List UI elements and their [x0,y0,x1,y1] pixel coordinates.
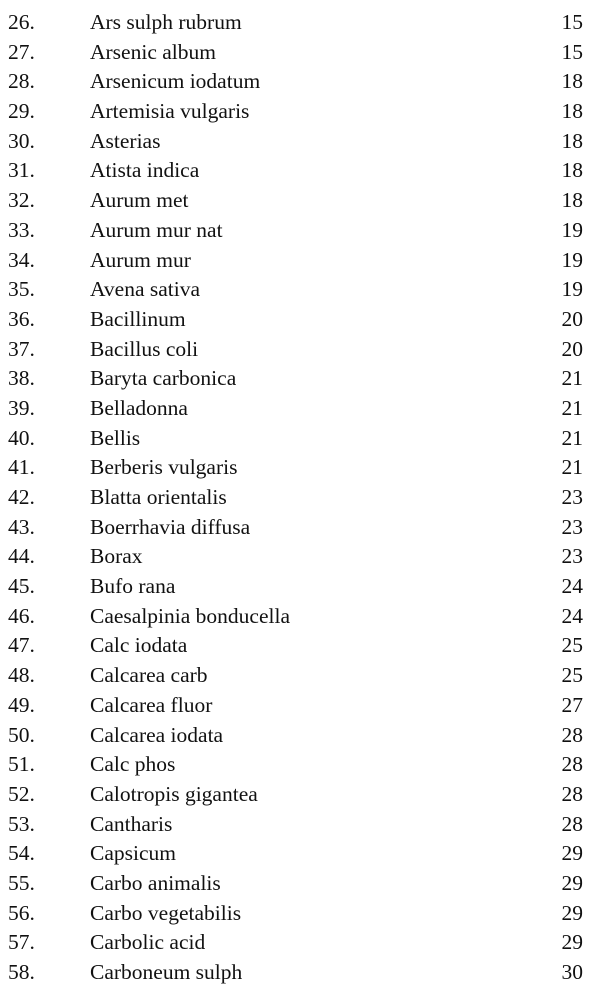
entry-page-number: 15 [561,10,583,34]
entry-name: Blatta orientalis [90,485,227,509]
entry-name: Boerrhavia diffusa [90,514,251,539]
list-item [0,97,600,127]
entry-number: 30. [8,128,35,153]
entry-number: 41. [8,455,35,480]
entry-name: Carbo animalis [90,870,221,895]
entry-number: 28. [8,69,35,94]
entry-page-number: 28 [561,752,583,777]
entry-number: 29. [8,99,35,124]
entry-name: Aurum mur [90,247,191,272]
entry-number: 45. [8,574,35,599]
entry-number: 47. [8,633,35,658]
entry-page-number: 29 [561,930,583,955]
entry-page-number: 18 [561,69,583,94]
entry-page-number: 25 [561,663,583,688]
entry-name: Bufo rana [90,574,176,599]
list-item [0,661,600,691]
list-item [0,453,600,483]
entry-number: 40. [8,425,35,450]
entry-number: 44. [8,544,35,569]
entry-name: Avena sativa [90,277,201,302]
list-item [0,67,600,97]
entry-number: 54. [8,841,35,866]
entry-page-number: 23 [561,485,583,509]
list-item [0,424,600,454]
entry-number: 58. [8,960,35,984]
entry-page-number: 18 [561,188,583,213]
entry-name: Bacillinum [90,306,186,331]
entry-number: 48. [8,663,35,688]
entry-name: Atista indica [90,158,200,183]
list-item [0,394,600,424]
entry-name: Carbo vegetabilis [90,900,242,925]
entry-name: Calotropis gigantea [90,781,258,806]
entry-name: Calcarea fluor [90,692,213,717]
entry-number: 43. [8,514,35,539]
entry-name: Berberis vulgaris [90,455,238,480]
entry-number: 37. [8,336,35,361]
entry-number: 31. [8,158,35,183]
list-item [0,364,600,394]
list-item [0,542,600,572]
entry-number: 51. [8,752,35,777]
entry-number: 39. [8,395,35,420]
entry-name: Belladonna [90,395,188,420]
entry-page-number: 19 [561,247,583,272]
entry-page-number: 21 [561,455,583,480]
list-item [0,721,600,751]
entry-page-number: 28 [561,781,583,806]
list-item [0,899,600,929]
entry-name: Artemisia vulgaris [90,99,250,124]
entry-number: 53. [8,811,35,836]
entry-page-number: 28 [561,811,583,836]
entry-page-number: 21 [561,425,583,450]
entry-name: Bellis [90,425,141,450]
entry-number: 42. [8,485,35,509]
list-item [0,631,600,661]
entry-name: Asterias [90,128,161,153]
list-item [0,869,600,899]
entry-number: 32. [8,188,35,213]
entry-number: 52. [8,781,35,806]
entry-name: Bacillus coli [90,336,199,361]
list-item [0,216,600,246]
entry-name: Calc iodata [90,633,188,658]
list-item [0,305,600,335]
entry-page-number: 20 [561,306,583,331]
list-item [0,572,600,602]
entry-name: Carbolic acid [90,930,206,955]
entry-page-number: 19 [561,217,583,242]
list-item [0,810,600,840]
list-item [0,691,600,721]
list-item [0,483,600,513]
entry-number: 56. [8,900,35,925]
remedy-index-list [0,8,600,988]
entry-name: Baryta carbonica [90,366,237,391]
entry-name: Calcarea carb [90,663,208,688]
list-item [0,780,600,810]
entry-page-number: 19 [561,277,583,302]
entry-number: 55. [8,870,35,895]
entry-number: 34. [8,247,35,272]
list-item [0,750,600,780]
entry-number: 38. [8,366,35,391]
entry-number: 36. [8,306,35,331]
entry-number: 46. [8,603,35,628]
entry-number: 50. [8,722,35,747]
entry-page-number: 21 [561,366,583,391]
entry-page-number: 18 [561,99,583,124]
list-item [0,839,600,869]
list-item [0,127,600,157]
list-item [0,38,600,68]
list-item [0,928,600,958]
entry-page-number: 23 [561,544,583,569]
entry-number: 57. [8,930,35,955]
list-item [0,513,600,543]
entry-page-number: 25 [561,633,583,658]
list-item [0,602,600,632]
entry-name: Capsicum [90,841,176,866]
entry-page-number: 18 [561,158,583,183]
entry-number: 49. [8,692,35,717]
entry-name: Carboneum sulph [90,960,243,984]
entry-page-number: 27 [561,692,583,717]
entry-page-number: 15 [561,39,583,64]
entry-number: 33. [8,217,35,242]
entry-page-number: 29 [561,900,583,925]
entry-name: Arsenicum iodatum [90,69,261,94]
entry-name: Aurum met [90,188,189,213]
entry-page-number: 29 [561,870,583,895]
entry-name: Calcarea iodata [90,722,224,747]
entry-page-number: 29 [561,841,583,866]
list-item [0,186,600,216]
entry-number: 35. [8,277,35,302]
entry-name: Cantharis [90,811,173,836]
list-item [0,958,600,988]
entry-number: 27. [8,39,35,64]
entry-page-number: 23 [561,514,583,539]
entry-page-number: 18 [561,128,583,153]
entry-name: Caesalpinia bonducella [90,603,290,628]
list-item [0,246,600,276]
entry-page-number: 24 [561,574,583,599]
entry-name: Arsenic album [90,39,216,64]
entry-name: Ars sulph rubrum [90,10,242,34]
entry-name: Calc phos [90,752,176,777]
entry-page-number: 30 [561,960,583,984]
entry-page-number: 21 [561,395,583,420]
entry-page-number: 28 [561,722,583,747]
list-item [0,156,600,186]
list-item [0,335,600,365]
entry-number: 26. [8,10,35,34]
list-item [0,275,600,305]
entry-page-number: 20 [561,336,583,361]
entry-name: Aurum mur nat [90,217,223,242]
entry-page-number: 24 [561,603,583,628]
entry-name: Borax [90,544,143,569]
list-item [0,8,600,38]
